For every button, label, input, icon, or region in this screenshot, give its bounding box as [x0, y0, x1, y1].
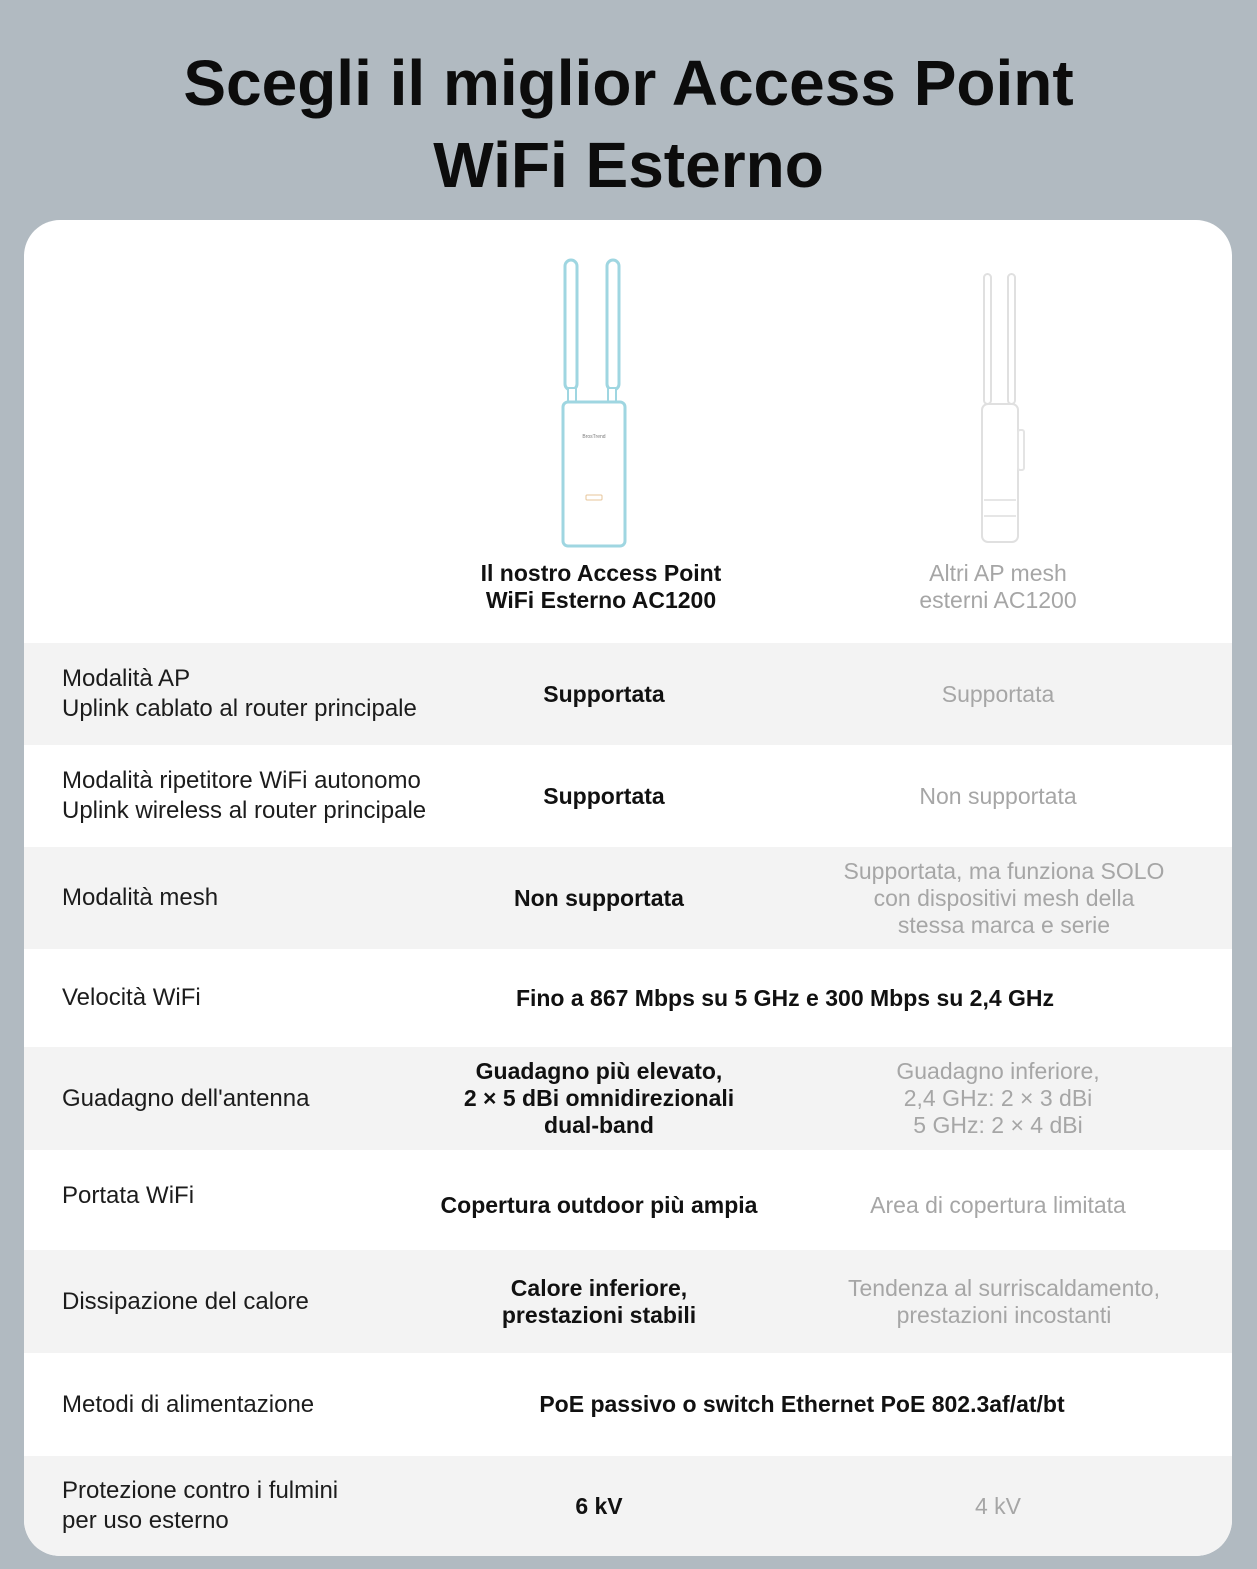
- our-product-name: [411, 560, 791, 614]
- our-product-name-line-2: WiFi Esterno AC1200: [485, 587, 717, 613]
- shared-value: PoE passivo o switch Ethernet PoE 802.3af/at/bt: [539, 1391, 1065, 1417]
- row-label: [62, 1353, 462, 1456]
- competitor-device-image: [978, 270, 1028, 548]
- our-product-name-line-1: Il nostro Access Point: [480, 560, 722, 586]
- competitor-value: 4 kV: [974, 1492, 1022, 1519]
- competitor-value: Supportata, ma funziona SOLO con dispositivi mesh della stessa marca e serie: [843, 857, 1165, 938]
- row-label-line: Velocità WiFi: [62, 984, 201, 1011]
- competitor-value: Non supportata: [919, 782, 1077, 809]
- row-repeater-mode: [24, 745, 1232, 847]
- row-power-methods: [24, 1353, 1232, 1456]
- row-ap-mode: [24, 643, 1232, 745]
- row-mesh-mode: [24, 847, 1232, 949]
- row-label-line: per uso esterno: [62, 1507, 229, 1534]
- row-label-line: Protezione contro i fulmini: [62, 1477, 339, 1504]
- row-label: [62, 847, 462, 949]
- our-value: Calore inferiore, prestazioni stabili: [501, 1274, 697, 1328]
- competitor-value: Tendenza al surriscaldamento, prestazioni incostanti: [848, 1274, 1160, 1328]
- row-label-line: Modalità mesh: [62, 884, 219, 911]
- row-label: [62, 1456, 462, 1556]
- row-wifi-range: [24, 1150, 1232, 1250]
- row-label-line: Uplink wireless al router principale: [62, 797, 427, 824]
- row-label: [62, 643, 462, 745]
- our-value: 6 kV: [575, 1492, 623, 1519]
- our-value: Supportata: [543, 680, 665, 707]
- row-label-line: Modalità AP: [62, 665, 191, 692]
- our-value: Non supportata: [514, 884, 684, 911]
- competitor-product-name-line-2: esterni AC1200: [919, 587, 1077, 613]
- shared-value: Fino a 867 Mbps su 5 GHz e 300 Mbps su 2,4 GHz: [515, 984, 1055, 1011]
- row-label: [62, 949, 462, 1047]
- page-title: [0, 42, 1257, 206]
- page-title-line-1: Scegli il miglior Access Point: [183, 47, 1074, 119]
- device-brand-text: BrosTrend: [582, 434, 606, 440]
- page-title-line-2: WiFi Esterno: [433, 129, 824, 201]
- competitor-value: Supportata: [941, 680, 1055, 707]
- row-label-line: Uplink cablato al router principale: [62, 695, 417, 722]
- row-label-line: Guadagno dell'antenna: [62, 1084, 310, 1112]
- row-label: [62, 1250, 462, 1353]
- row-label: [62, 745, 482, 847]
- our-value: Guadagno più elevato, 2 × 5 dBi omnidirezionali dual-band: [463, 1058, 735, 1138]
- our-value: Copertura outdoor più ampia: [440, 1191, 758, 1218]
- row-wifi-speed: [24, 949, 1232, 1047]
- row-label-line: Modalità ripetitore WiFi autonomo: [62, 767, 421, 794]
- row-antenna-gain: [24, 1047, 1232, 1150]
- row-label: [62, 1150, 462, 1250]
- comparison-card: [24, 220, 1232, 1556]
- row-label-line: Dissipazione del calore: [62, 1287, 309, 1315]
- our-value: Supportata: [543, 782, 665, 809]
- row-label: [62, 1047, 462, 1150]
- row-lightning-protection: [24, 1456, 1232, 1556]
- competitor-product-name-line-1: Altri AP mesh: [929, 560, 1067, 586]
- row-heat-dissipation: [24, 1250, 1232, 1353]
- row-label-line: Metodi di alimentazione: [62, 1390, 315, 1418]
- competitor-value: Guadagno inferiore, 2,4 GHz: 2 × 3 dBi 5 GHz: 2 × 4 dBi: [896, 1058, 1100, 1138]
- competitor-value: Area di copertura limitata: [870, 1191, 1126, 1218]
- access-point-device-image: [560, 252, 632, 552]
- competitor-product-name: [808, 560, 1188, 614]
- row-label-line: Portata WiFi: [62, 1182, 195, 1209]
